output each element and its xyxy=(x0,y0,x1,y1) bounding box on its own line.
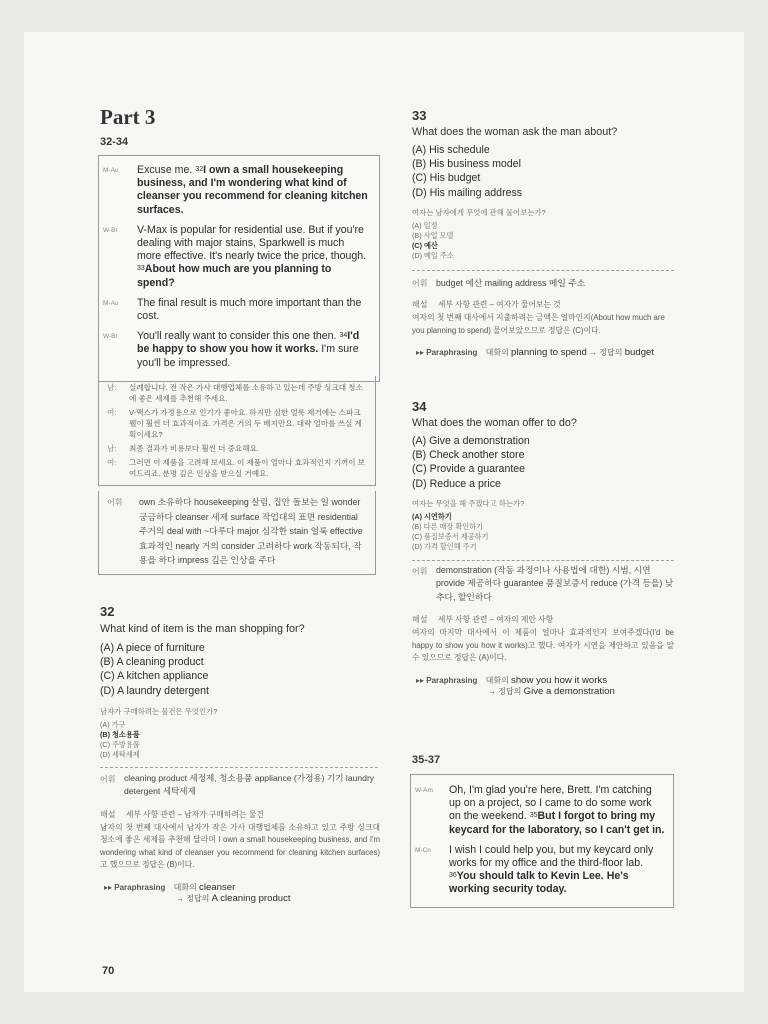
vocab-label: 어휘 xyxy=(412,278,428,288)
divider xyxy=(100,767,378,768)
utterance-text: I own a small housekeeping business, and I'm wondering what kind of cleanser you recommend for cleaning kitchen surfaces. xyxy=(137,164,368,216)
speaker-label: M-Cn xyxy=(415,846,431,854)
choice-list xyxy=(100,641,380,698)
conversation-script xyxy=(98,155,380,382)
explanation-text: 남자의 첫 번째 대사에서 남자가 작은 가사 대행업체를 소유하고 있고 주방 싱크대 청소에 좋은 세제를 추천해 달라며 I own a small housekeeping business, and I'm wondering what kind of cleanser you recommend for cleaning kitchen surfaces)고 했으므로 정답은 (B)이다. xyxy=(100,822,380,870)
question-marker: 33 xyxy=(137,265,145,273)
question-33 xyxy=(412,108,674,358)
answer-choice: (A) His schedule xyxy=(412,144,490,156)
speaker-label: M-Au xyxy=(103,167,119,174)
korean-choice-list xyxy=(412,221,674,262)
translation-line xyxy=(107,457,367,479)
paraphrase-answer: budget xyxy=(624,347,655,359)
answer-choice: (C) A kitchen appliance xyxy=(100,670,209,683)
translation-line xyxy=(107,407,367,440)
answer-choice: (C) His budget xyxy=(412,172,481,185)
divider xyxy=(412,270,674,271)
answer-choice: (C) Provide a guarantee xyxy=(412,463,526,476)
script-line xyxy=(415,844,665,897)
speaker-label: W-Br xyxy=(103,226,118,234)
answer-choice: (A) 가구 xyxy=(100,719,126,729)
paraphrase-source-label: 대화의 xyxy=(485,675,509,685)
conversation-script-2 xyxy=(410,774,674,908)
korean-choice-list xyxy=(100,720,380,761)
question-number: 33 xyxy=(412,108,427,123)
explanation-label: 해설 xyxy=(412,615,428,625)
utterance xyxy=(137,164,371,217)
utterance-text: But I forgot to bring my keycard for the laboratory, so I can't get in. xyxy=(449,810,665,836)
translation-text: 최종 결과가 비용보다 훨씬 더 중요해요. xyxy=(129,444,260,453)
answer-choice: (B) Check another store xyxy=(412,449,525,462)
speaker-label: W-Br xyxy=(103,333,118,341)
paraphrase-answer: A cleaning product xyxy=(211,892,291,904)
paraphrasing xyxy=(412,347,674,358)
utterance xyxy=(137,330,371,370)
explanation xyxy=(100,804,380,872)
question-text: What does the woman offer to do? xyxy=(412,417,577,429)
utterance-text: You should talk to Kevin Lee. He's working security today. xyxy=(449,870,629,896)
part-title: Part 3 xyxy=(100,105,156,129)
explanation-heading: 세부 사항 관련 – 남자가 구매하려는 물건 xyxy=(125,809,264,819)
korean-question: 여자는 무엇을 해 주겠다고 하는가? xyxy=(412,498,525,508)
utterance xyxy=(449,844,665,897)
vocab-label: 어휘 xyxy=(107,498,123,507)
explanation-label: 해설 xyxy=(412,300,428,310)
utterance-text: I'd be happy to show you how it works. xyxy=(137,330,360,356)
choice-list xyxy=(412,143,674,200)
q33-vocabulary xyxy=(412,276,674,291)
utterance-text: The final result is much more important than the cost. xyxy=(137,296,362,323)
script-line xyxy=(103,164,371,217)
question-number: 34 xyxy=(412,399,427,414)
explanation-label: 해설 xyxy=(100,809,116,819)
paraphrasing-tag: ▸▸ Paraphrasing xyxy=(416,348,478,358)
korean-question: 남자가 구매하려는 물건은 무엇인가? xyxy=(100,706,218,716)
script-line xyxy=(103,330,371,370)
script-line xyxy=(415,784,665,837)
question-32 xyxy=(100,604,380,904)
translation-text: 그러면 이 제품을 고려해 보세요. 이 제품이 얼마나 효과적인지 기꺼이 보여드리죠. 분명 깊은 인상을 받으실 거예요. xyxy=(129,458,365,478)
utterance xyxy=(137,224,371,290)
vocab-text: demonstration (작동 과정이나 사용법에 대한) 시범, 시연 provide 제공하다 guarantee 품질보증서 reduce (가격 등을) 낮추다, 할인하다 xyxy=(436,564,674,602)
explanation xyxy=(412,609,674,665)
paraphrase-answer-label: → 정답의 xyxy=(589,348,623,358)
utterance-text: Oh, I'm glad you're here, Brett. I'm catching up on a project, so I came to do some work on the weekend. xyxy=(449,784,652,823)
answer-choice: (D) 메일 주소 xyxy=(412,251,454,261)
question-marker: 34 xyxy=(339,332,348,340)
script-line xyxy=(103,224,371,290)
page-number: 70 xyxy=(102,965,115,977)
question-range: 35-37 xyxy=(412,754,441,766)
answer-choice: (A) A piece of furniture xyxy=(100,642,205,654)
korean-choice-list xyxy=(412,512,674,553)
paraphrase-source: planning to spend xyxy=(511,347,587,359)
question-34 xyxy=(412,399,674,697)
answer-choice: (B) 사업 모델 xyxy=(412,231,454,241)
q34-vocabulary xyxy=(412,564,674,605)
vocab-label: 어휘 xyxy=(100,774,116,784)
utterance-text: Excuse me. xyxy=(137,164,196,176)
speaker-label: 남: xyxy=(107,444,117,453)
q32-vocabulary xyxy=(100,772,380,798)
paraphrase-source-label: 대화의 xyxy=(485,348,509,358)
answer-choice: (D) His mailing address xyxy=(412,186,523,199)
answer-choice: (A) 일정 xyxy=(412,220,438,230)
paraphrase-source: show you how it works xyxy=(511,674,608,686)
paraphrasing-tag: ▸▸ Paraphrasing xyxy=(104,882,166,892)
utterance-text: V-Max is popular for residential use. But if you're dealing with major stains, Sparkwell is much more effective. It's nearly twice the price, though. xyxy=(137,223,367,263)
script-translation xyxy=(98,376,376,486)
question-marker: 36 xyxy=(449,872,457,880)
speaker-label: 남: xyxy=(107,383,117,392)
utterance xyxy=(137,297,371,323)
answer-choice: (D) 세탁세제 xyxy=(100,750,140,760)
vocabulary-box xyxy=(98,491,376,575)
question-marker: 32 xyxy=(195,166,204,173)
utterance-text: I wish I could help you, but my keycard only works for my office and the third-floor lab. xyxy=(449,843,654,870)
answer-choice: (A) 시연하기 xyxy=(412,511,452,521)
paraphrase-answer-label: → 정답의 xyxy=(176,893,210,903)
speaker-label: 여: xyxy=(107,458,117,467)
utterance-text: I'm sure you'll be impressed. xyxy=(137,343,359,369)
vocab-text: cleaning product 세정제, 청소용품 appliance (가정용) 기기 laundry detergent 세탁세제 xyxy=(124,772,375,796)
script-line xyxy=(103,297,371,323)
answer-choice: (B) A cleaning product xyxy=(100,656,204,669)
speaker-label: 여: xyxy=(107,408,117,417)
paraphrasing xyxy=(100,882,380,904)
paraphrase-source-label: 대화의 xyxy=(173,882,197,892)
speaker-label: M-Au xyxy=(103,299,119,307)
explanation-text: 여자의 첫 번째 대사에서 지출하려는 금액은 얼마인지(About how much are you planning to spend) 물어보았으므로 정답은 (C)이다. xyxy=(412,313,665,335)
utterance-text: You'll really want to consider this one then. xyxy=(137,330,340,343)
answer-choice: (A) Give a demonstration xyxy=(412,435,530,447)
answer-choice: (C) 주방용품 xyxy=(100,740,140,750)
answer-choice: (D) A laundry detergent xyxy=(100,684,209,697)
choice-list xyxy=(412,434,674,491)
paraphrase-answer-label: → 정답의 xyxy=(488,686,522,696)
answer-choice: (D) Reduce a price xyxy=(412,477,501,490)
paraphrase-answer: Give a demonstration xyxy=(523,685,615,697)
textbook-page xyxy=(24,32,744,992)
question-marker: 35 xyxy=(529,812,538,820)
question-text: What kind of item is the man shopping for? xyxy=(100,623,305,635)
paraphrasing-tag: ▸▸ Paraphrasing xyxy=(416,675,478,685)
question-range: 32-34 xyxy=(100,136,129,148)
explanation-heading: 세부 사항 관련 – 여자의 제안 사항 xyxy=(437,615,554,625)
korean-question: 여자는 남자에게 무엇에 관해 물어보는가? xyxy=(412,207,546,217)
answer-choice: (B) His business model xyxy=(412,158,521,171)
question-number: 32 xyxy=(100,604,115,619)
paraphrasing xyxy=(412,675,674,697)
answer-choice: (B) 다른 매장 확인하기 xyxy=(412,522,484,532)
explanation xyxy=(412,294,674,337)
translation-text: V-맥스가 가정용으로 인기가 좋아요. 하지만 심한 얼룩 제거에는 스파크웰이 훨씬 더 효과적이죠. 가격은 거의 두 배지만요. 대략 얼마를 쓰실 계획이세요? xyxy=(129,408,362,439)
paraphrase-source: cleanser xyxy=(199,881,236,893)
speaker-label: W-Am xyxy=(415,787,433,794)
explanation-heading: 세부 사항 관련 – 여자가 물어보는 것 xyxy=(437,300,561,310)
answer-choice: (C) 예산 xyxy=(412,241,438,251)
vocab-label: 어휘 xyxy=(412,566,428,576)
vocab-text: own 소유하다 housekeeping 살림, 집안 돌보는 일 wonder 궁금하다 cleanser 세제 surface 작업대의 표면 residential 주거의 deal with ~다루다 major 심각한 stain 얼룩 effective 효과적인 nearly 거의 consider 고려하다 work 작동되다, 작용을 하다 impress 깊은 인상을 주다 xyxy=(139,497,363,565)
question-text: What does the woman ask the man about? xyxy=(412,126,618,138)
explanation-text: 여자의 마지막 대사에서 이 제품이 얼마나 효과적인지 보여주겠다(I'd be happy to show you how it works)고 했다. 여자가 시연을 제안하고 있음을 알 수 있으므로 정답은 (A)이다. xyxy=(412,628,674,663)
utterance-text: About how much are you planning to spend? xyxy=(137,263,332,289)
answer-choice: (C) 품질보증서 제공하기 xyxy=(412,532,489,542)
divider xyxy=(412,560,674,561)
translation-line xyxy=(107,443,367,454)
utterance xyxy=(449,784,665,837)
translation-line xyxy=(107,382,367,404)
answer-choice: (B) 청소용품 xyxy=(100,730,140,740)
translation-text: 실례합니다. 전 작은 가사 대행업체를 소유하고 있는데 주방 싱크대 청소에 좋은 세제를 추천해 주세요. xyxy=(129,383,363,403)
vocab-text: budget 예산 mailing address 메일 주소 xyxy=(436,277,586,288)
answer-choice: (D) 가격 할인해 주기 xyxy=(412,542,477,552)
